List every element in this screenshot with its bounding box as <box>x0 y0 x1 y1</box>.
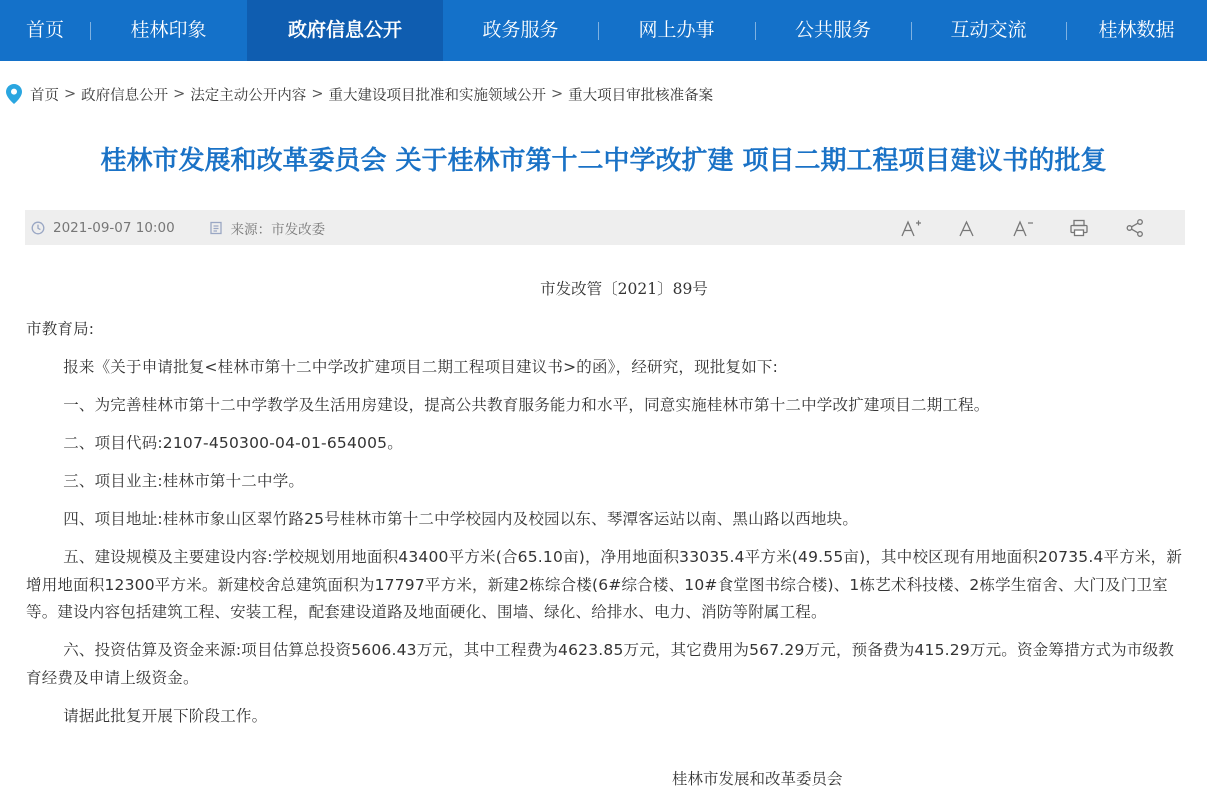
print-button[interactable] <box>1051 210 1107 245</box>
clock-icon <box>31 221 45 235</box>
paragraph: 报来《关于申请批复<桂林市第十二中学改扩建项目二期工程项目建议书>的函》，经研究，现批复如下: <box>63 358 779 376</box>
breadcrumb-gov-info[interactable]: 政府信息公开 <box>81 87 169 104</box>
article-source: 来源：市发改委 <box>230 221 326 238</box>
breadcrumb-home[interactable]: 首页 <box>30 87 59 104</box>
paragraph: 请据此批复开展下阶段工作。 <box>63 706 268 725</box>
share-button[interactable] <box>1107 210 1163 245</box>
article-body <box>26 316 1186 741</box>
top-navigation <box>0 0 1207 61</box>
font-decrease-icon <box>1012 218 1034 238</box>
nav-item-home[interactable]: 首页 <box>25 19 64 41</box>
breadcrumb-major-projects[interactable]: 重大建设项目批准和实施领域公开 <box>328 87 546 104</box>
breadcrumb-separator: > <box>64 86 77 102</box>
nav-item-gov-services[interactable]: 政务服务 <box>482 19 559 41</box>
paragraph: 五、建设规模及主要建设内容:学校规划用地面积43400平方米(合65.10亩)，净用地面积33035.4平方米(49.55亩)，其中校区现有用地面积20735.4平方米，新增用地面积12300平方米。新建校舍总建筑面积为17797平方米，新建2栋综合楼(6#综合楼、10#食堂图书综合楼)、1栋艺术科技楼、2栋学生宿舍、大门及门卫室等。建设内容包括建筑工程、安装工程，配套建设道路及地面硬化、围墙、绿化、给排水、电力、消防等附属工程。 <box>26 548 1183 621</box>
nav-item-gov-info-disclosure[interactable]: 政府信息公开 <box>247 0 443 61</box>
nav-item-guilin-impression[interactable]: 桂林印象 <box>90 0 247 61</box>
nav-item-online-services[interactable]: 网上办事 <box>598 0 755 61</box>
font-reset-icon <box>957 218 977 238</box>
publish-date: 2021-09-07 10:00 <box>53 219 175 236</box>
paragraph: 三、项目业主:桂林市第十二中学。 <box>63 472 305 490</box>
font-decrease-button[interactable] <box>995 210 1051 245</box>
nav-item-guilin-data[interactable]: 桂林数据 <box>1066 0 1207 61</box>
breadcrumb-separator: > <box>550 86 564 102</box>
breadcrumb-legal-disclosure[interactable]: 法定主动公开内容 <box>190 87 307 104</box>
article-meta-bar <box>25 210 1185 245</box>
meta-info <box>31 210 325 245</box>
print-icon <box>1069 218 1089 238</box>
share-icon <box>1125 218 1145 238</box>
document-number: 市发改管〔2021〕89号 <box>540 280 708 298</box>
paragraph: 六、投资估算及资金来源:项目估算总投资5606.43万元，其中工程费为4623.85万元，其它费用为567.29万元，预备费为415.29万元。资金筹措方式为市级教育经费及申请上级资金。 <box>26 641 1174 687</box>
breadcrumb-separator: > <box>311 86 324 102</box>
nav-item-public-services[interactable]: 公共服务 <box>755 0 911 61</box>
nav-item-interaction[interactable]: 互动交流 <box>911 0 1066 61</box>
location-pin-icon <box>6 84 22 104</box>
salutation: 市教育局: <box>26 320 95 338</box>
paragraph: 四、项目地址:桂林市象山区翠竹路25号桂林市第十二中学校园内及校园以东、琴潭客运站以南、黑山路以西地块。 <box>63 510 859 528</box>
article-title: 桂林市发展和改革委员会 关于桂林市第十二中学改扩建 项目二期工程项目建议书的批复 <box>100 146 1107 176</box>
paragraph: 二、项目代码:2107-450300-04-01-654005。 <box>63 434 403 452</box>
breadcrumb-project-approval[interactable]: 重大项目审批核准备案 <box>568 87 714 104</box>
document-icon <box>209 221 223 235</box>
font-increase-button[interactable] <box>883 210 939 245</box>
signature: 桂林市发展和改革委员会 <box>672 770 843 788</box>
font-increase-icon <box>900 218 922 238</box>
breadcrumb-separator: > <box>173 86 186 102</box>
reading-tools <box>883 210 1163 245</box>
paragraph: 一、为完善桂林市第十二中学教学及生活用房建设，提高公共教育服务能力和水平，同意实施桂林市第十二中学改扩建项目二期工程。 <box>63 396 990 414</box>
breadcrumb <box>6 83 713 105</box>
font-reset-button[interactable] <box>939 210 995 245</box>
